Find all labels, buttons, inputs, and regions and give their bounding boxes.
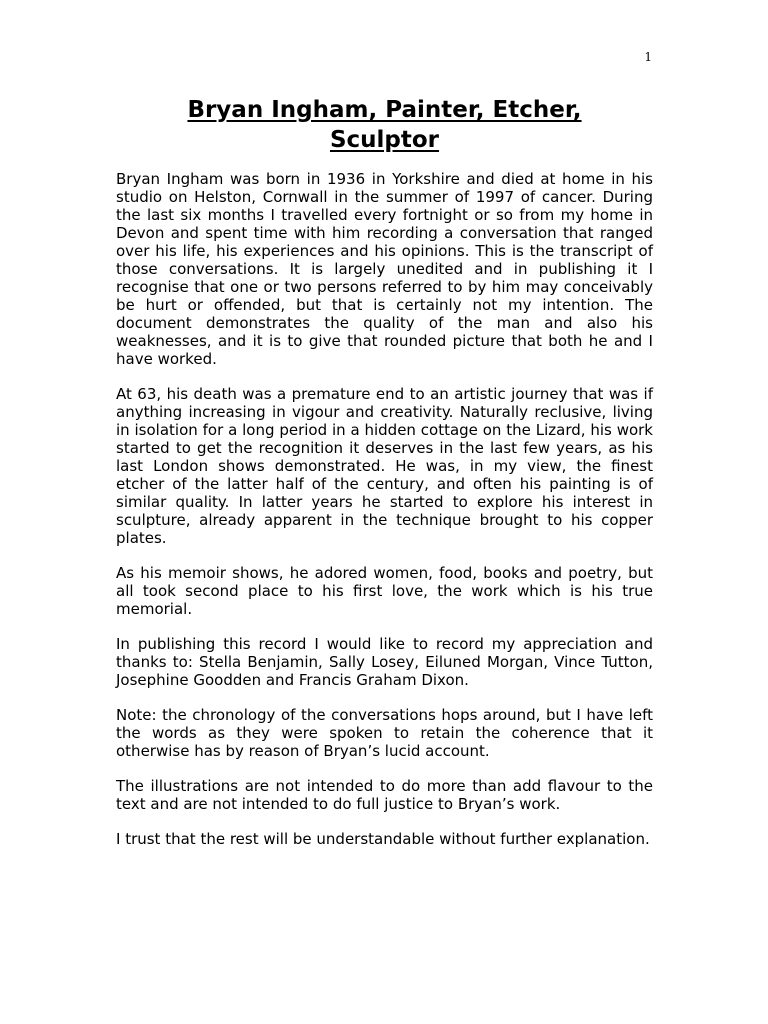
paragraph-acknowledgements: In publishing this record I would like to record my appreciation and thanks to: Stella Benjamin, Sally Losey, Eiluned Morgan, Vince Tutton, Josephine Goodden and Francis Graham Dixon.: [116, 635, 653, 689]
page-number: 1: [644, 50, 652, 64]
paragraph-closing: I trust that the rest will be understandable without further explanation.: [116, 830, 650, 848]
paragraph-memoir: As his memoir shows, he adored women, food, books and poetry, but all took second place to his first love, the work which is his true memorial.: [116, 564, 653, 618]
title-line-1: Bryan Ingham, Painter, Etcher,: [187, 97, 582, 123]
paragraph-illustrations: The illustrations are not intended to do more than add flavour to the text and are not intended to do full justice to Bryan’s work.: [116, 777, 653, 813]
title-line-2: Sculptor: [329, 127, 440, 153]
paragraph-intro: Bryan Ingham was born in 1936 in Yorkshire and died at home in his studio on Helston, Cornwall in the summer of 1997 of cancer. During the last six months I travelled every fortnight or so from my home in Devon and spent time with him recording a conversation that ranged over his life, his experiences and his opinions. This is the transcript of those conversations. It is largely unedited and in publishing it I recognise that one or two persons referred to by him may conceivably be hurt or offended, but that is certainly not my intention. The document demonstrates the quality of the man and also his weaknesses, and it is to give that rounded picture that both he and I have worked.: [116, 170, 653, 368]
page-title: [116, 95, 653, 155]
paragraph-artistic-journey: At 63, his death was a premature end to an artistic journey that was if anything increasing in vigour and creativity. Naturally reclusive, living in isolation for a long period in a hidden cottage on the Lizard, his work started to get the recognition it deserves in the last few years, as his last London shows demonstrated. He was, in my view, the finest etcher of the latter half of the century, and often his painting is of similar quality. In latter years he started to explore his interest in sculpture, already apparent in the technique brought to his copper plates.: [116, 385, 653, 547]
paragraph-chronology-note: Note: the chronology of the conversations hops around, but I have left the words as they were spoken to retain the coherence that it otherwise has by reason of Bryan’s lucid account.: [116, 706, 653, 760]
body-text: [116, 170, 653, 865]
